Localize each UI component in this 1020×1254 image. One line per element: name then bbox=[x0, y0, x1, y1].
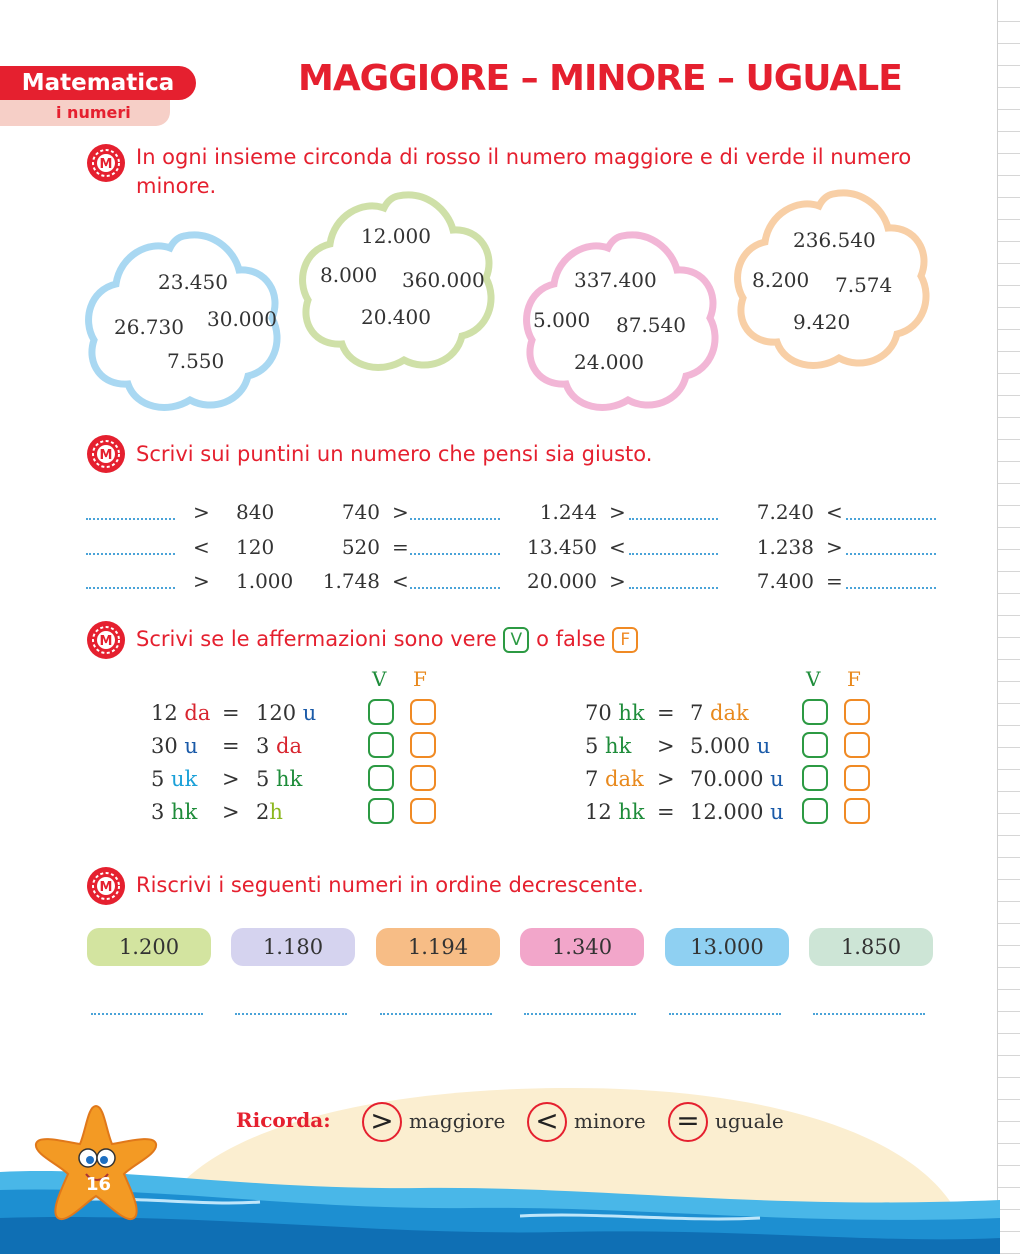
statement-number: 7 bbox=[585, 767, 606, 791]
blank-dotted-line[interactable] bbox=[86, 553, 175, 555]
blank-dotted-line[interactable] bbox=[846, 553, 936, 555]
statement-right bbox=[690, 701, 749, 725]
comparison-number: 13.450 bbox=[527, 535, 597, 559]
statement-right bbox=[256, 734, 302, 758]
page-number: 16 bbox=[86, 1174, 112, 1195]
column-head-v: V bbox=[806, 667, 821, 691]
symbol-circle: = bbox=[668, 1102, 708, 1142]
answer-dotted-line[interactable] bbox=[669, 1013, 781, 1015]
blank-dotted-line[interactable] bbox=[86, 587, 175, 589]
instruction-text: Scrivi se le affermazioni sono vere bbox=[136, 627, 497, 651]
exercise2-instruction: Scrivi sui puntini un numero che pensi sia giusto. bbox=[136, 442, 653, 466]
symbol-circle: < bbox=[527, 1102, 567, 1142]
column-head-v: V bbox=[372, 667, 387, 691]
statement-right bbox=[690, 767, 784, 791]
statement-number: 12.000 bbox=[690, 800, 771, 824]
cloud-number: 360.000 bbox=[402, 268, 485, 292]
comparison-operator: < bbox=[392, 569, 409, 593]
cloud-number: 87.540 bbox=[616, 313, 686, 337]
statement-left bbox=[585, 701, 645, 725]
statement-operator: = bbox=[222, 701, 240, 725]
statement-number: 70 bbox=[585, 701, 619, 725]
comparison-number: 1.238 bbox=[756, 535, 814, 559]
symbol-word: minore bbox=[574, 1109, 646, 1133]
statement-number: 3 bbox=[151, 800, 172, 824]
comparison-number: 120 bbox=[236, 535, 275, 559]
false-checkbox[interactable] bbox=[410, 732, 436, 758]
answer-dotted-line[interactable] bbox=[91, 1013, 203, 1015]
number-pill: 1.340 bbox=[520, 928, 644, 966]
cloud-number: 7.550 bbox=[167, 349, 225, 373]
column-head-f: F bbox=[413, 667, 427, 691]
statement-number: 5 bbox=[585, 734, 606, 758]
true-checkbox[interactable] bbox=[802, 732, 828, 758]
comparison-number: 740 bbox=[341, 500, 380, 524]
comparison-number: 20.000 bbox=[527, 569, 597, 593]
page-title: MAGGIORE – MINORE – UGUALE bbox=[298, 58, 902, 99]
statement-operator: = bbox=[222, 734, 240, 758]
topic-tab bbox=[0, 100, 170, 126]
true-checkbox[interactable] bbox=[368, 699, 394, 725]
comparison-operator: < bbox=[826, 500, 843, 524]
comparison-number: 520 bbox=[341, 535, 380, 559]
unit-label: dak bbox=[710, 701, 749, 725]
number-pill: 13.000 bbox=[665, 928, 789, 966]
comparison-operator: > bbox=[609, 500, 626, 524]
comparison-number: 840 bbox=[236, 500, 275, 524]
false-checkbox[interactable] bbox=[844, 699, 870, 725]
unit-label: da bbox=[276, 734, 303, 758]
exercise1-instruction: In ogni insieme circonda di rosso il numero maggiore e di verde il numero minore. bbox=[136, 145, 912, 198]
true-checkbox[interactable] bbox=[368, 765, 394, 791]
false-checkbox[interactable] bbox=[410, 798, 436, 824]
notebook-margin bbox=[997, 0, 1020, 1254]
statement-number: 12 bbox=[151, 701, 185, 725]
blank-dotted-line[interactable] bbox=[629, 518, 718, 520]
statement-right bbox=[690, 734, 770, 758]
number-pill: 1.180 bbox=[231, 928, 355, 966]
svg-text:M: M bbox=[99, 448, 113, 463]
cloud-number: 9.420 bbox=[793, 310, 851, 334]
comparison-operator: > bbox=[193, 569, 210, 593]
svg-text:M: M bbox=[99, 880, 113, 895]
comparison-number: 7.240 bbox=[756, 500, 814, 524]
comparison-operator: < bbox=[609, 535, 626, 559]
comparison-operator: > bbox=[826, 535, 843, 559]
false-checkbox[interactable] bbox=[410, 765, 436, 791]
svg-text:M: M bbox=[99, 634, 113, 649]
false-checkbox[interactable] bbox=[844, 732, 870, 758]
unit-label: uk bbox=[171, 767, 198, 791]
unit-label: hk bbox=[618, 701, 645, 725]
comparison-number: 1.748 bbox=[322, 569, 380, 593]
statement-number: 30 bbox=[151, 734, 185, 758]
exercise3-instruction bbox=[136, 625, 638, 654]
comparison-operator: < bbox=[193, 535, 210, 559]
statement-number: 12 bbox=[585, 800, 619, 824]
statement-operator: > bbox=[222, 800, 240, 824]
cloud-number: 30.000 bbox=[207, 307, 277, 331]
unit-label: hk bbox=[618, 800, 645, 824]
svg-text:M: M bbox=[99, 157, 113, 172]
statement-left bbox=[151, 734, 198, 758]
blank-dotted-line[interactable] bbox=[846, 587, 936, 589]
instruction-text: o false bbox=[536, 627, 606, 651]
answer-dotted-line[interactable] bbox=[380, 1013, 492, 1015]
true-checkbox[interactable] bbox=[368, 798, 394, 824]
comparison-number: 7.400 bbox=[756, 569, 814, 593]
unit-label: da bbox=[184, 701, 211, 725]
symbol-circle: > bbox=[362, 1102, 402, 1142]
blank-dotted-line[interactable] bbox=[410, 587, 500, 589]
statement-operator: = bbox=[657, 800, 675, 824]
statement-number: 70.000 bbox=[690, 767, 771, 791]
comparison-number: 1.000 bbox=[236, 569, 294, 593]
blank-dotted-line[interactable] bbox=[410, 518, 500, 520]
cloud-number: 337.400 bbox=[574, 268, 657, 292]
statement-right bbox=[256, 800, 283, 824]
unit-label: u bbox=[184, 734, 198, 758]
statement-number: 3 bbox=[256, 734, 277, 758]
number-pill: 1.200 bbox=[87, 928, 211, 966]
comparison-number: 1.244 bbox=[539, 500, 597, 524]
cloud-number: 7.574 bbox=[835, 273, 893, 297]
starfish-mascot-icon bbox=[34, 1100, 158, 1224]
statement-number: 5 bbox=[256, 767, 277, 791]
statement-left bbox=[585, 767, 644, 791]
unit-label: u bbox=[302, 701, 317, 725]
statement-number: 120 bbox=[256, 701, 303, 725]
statement-right bbox=[690, 800, 784, 824]
statement-operator: = bbox=[657, 701, 675, 725]
ricorda-label: Ricorda: bbox=[236, 1108, 331, 1132]
statement-number: 5 bbox=[151, 767, 172, 791]
column-head-f: F bbox=[847, 667, 861, 691]
comparison-operator: > bbox=[193, 500, 210, 524]
statement-number: 7 bbox=[690, 701, 711, 725]
cloud-number: 236.540 bbox=[793, 228, 876, 252]
unit-label: hk bbox=[171, 800, 198, 824]
statement-number: 5.000 bbox=[690, 734, 757, 758]
number-pill: 1.194 bbox=[376, 928, 500, 966]
blank-dotted-line[interactable] bbox=[410, 553, 500, 555]
cloud-number: 5.000 bbox=[533, 308, 591, 332]
statement-left bbox=[585, 734, 631, 758]
m-badge-icon bbox=[86, 143, 126, 183]
answer-dotted-line[interactable] bbox=[235, 1013, 347, 1015]
subject-tab bbox=[0, 66, 196, 100]
statement-right bbox=[256, 767, 302, 791]
true-checkbox[interactable] bbox=[802, 798, 828, 824]
comparison-operator: > bbox=[392, 500, 409, 524]
m-badge-icon bbox=[86, 620, 126, 660]
unit-label: hk bbox=[276, 767, 303, 791]
comparison-operator: = bbox=[826, 569, 843, 593]
unit-label: u bbox=[770, 767, 784, 791]
statement-number: 2 bbox=[256, 800, 270, 824]
blank-dotted-line[interactable] bbox=[629, 553, 718, 555]
false-checkbox[interactable] bbox=[844, 798, 870, 824]
statement-operator: > bbox=[657, 767, 675, 791]
statement-operator: > bbox=[657, 734, 675, 758]
subject-label: Matematica bbox=[21, 70, 175, 96]
symbol-word: uguale bbox=[715, 1109, 784, 1133]
unit-label: u bbox=[756, 734, 771, 758]
blank-dotted-line[interactable] bbox=[846, 518, 936, 520]
cloud-number: 8.000 bbox=[320, 263, 378, 287]
comparison-operator: > bbox=[609, 569, 626, 593]
statement-right bbox=[256, 701, 316, 725]
cloud-number: 24.000 bbox=[574, 350, 644, 374]
m-badge-icon bbox=[86, 866, 126, 906]
cloud-number: 23.450 bbox=[158, 270, 228, 294]
true-checkbox[interactable] bbox=[802, 699, 828, 725]
unit-label: hk bbox=[605, 734, 632, 758]
unit-label: u bbox=[770, 800, 784, 824]
blank-dotted-line[interactable] bbox=[86, 518, 175, 520]
answer-dotted-line[interactable] bbox=[524, 1013, 636, 1015]
answer-dotted-line[interactable] bbox=[813, 1013, 925, 1015]
number-pill: 1.850 bbox=[809, 928, 933, 966]
m-badge-icon bbox=[86, 434, 126, 474]
comparison-operator: = bbox=[392, 535, 409, 559]
true-box-legend: V bbox=[503, 627, 529, 653]
false-checkbox[interactable] bbox=[410, 699, 436, 725]
blank-dotted-line[interactable] bbox=[629, 587, 718, 589]
false-box-legend: F bbox=[612, 627, 638, 653]
unit-label: h bbox=[269, 800, 283, 824]
cloud-number: 8.200 bbox=[752, 268, 810, 292]
cloud-number: 20.400 bbox=[361, 305, 431, 329]
statement-left bbox=[151, 701, 210, 725]
cloud-number: 12.000 bbox=[361, 224, 431, 248]
topic-label: i numeri bbox=[56, 103, 131, 122]
statement-left bbox=[151, 800, 197, 824]
statement-left bbox=[151, 767, 197, 791]
statement-left bbox=[585, 800, 645, 824]
statement-operator: > bbox=[222, 767, 240, 791]
true-checkbox[interactable] bbox=[368, 732, 394, 758]
true-checkbox[interactable] bbox=[802, 765, 828, 791]
unit-label: dak bbox=[605, 767, 644, 791]
symbol-word: maggiore bbox=[409, 1109, 506, 1133]
false-checkbox[interactable] bbox=[844, 765, 870, 791]
cloud-number: 26.730 bbox=[114, 315, 184, 339]
exercise4-instruction: Riscrivi i seguenti numeri in ordine decrescente. bbox=[136, 873, 644, 897]
